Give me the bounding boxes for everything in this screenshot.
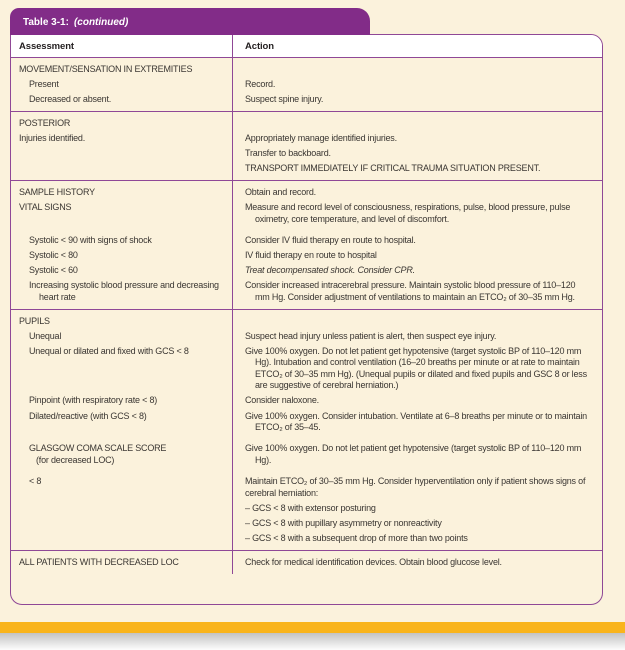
assessment-cell: GLASGOW COMA SCALE SCORE (for decreased LOC): [11, 435, 233, 468]
assessment-cell: [11, 516, 233, 531]
assessment-cell: Increasing systolic blood pressure and decreasing heart rate: [11, 278, 233, 309]
gold-divider-bar: [0, 622, 625, 633]
table-section: [11, 180, 602, 309]
action-cell: [233, 112, 602, 131]
action-cell: Treat decompensated shock. Consider CPR.: [245, 265, 415, 276]
action-cell: IV fluid therapy en route to hospital: [245, 249, 377, 260]
table-body: [11, 58, 602, 574]
table-section: [11, 111, 602, 180]
assessment-cell: [11, 531, 233, 550]
table-header-row: [11, 35, 602, 58]
assessment-cell: [11, 146, 233, 161]
action-cell: Check for medical identification devices. Obtain blood glucose level.: [245, 556, 502, 567]
assessment-cell: Pinpoint (with respiratory rate < 8): [11, 394, 233, 409]
assessment-cell: [11, 501, 233, 516]
action-cell: – GCS < 8 with a subsequent drop of more than two points: [245, 532, 468, 543]
table-title-suffix: (continued): [73, 17, 129, 28]
table-section: [11, 309, 602, 550]
action-cell: Consider increased intracerebral pressure. Maintain systolic blood pressure of 110–120 mm Hg. Consider adjustment of ventilations to maintain an ETCO₂ of 30–35 mm Hg.: [245, 280, 576, 302]
action-cell: – GCS < 8 with extensor posturing: [245, 502, 376, 513]
action-cell: Consider naloxone.: [245, 395, 319, 406]
assessment-cell: < 8: [11, 468, 233, 501]
table-section: [11, 58, 602, 111]
assessment-cell: ALL PATIENTS WITH DECREASED LOC: [11, 551, 233, 574]
action-cell: – GCS < 8 with pupillary asymmetry or nonreactivity: [245, 517, 442, 528]
table-title-prefix: Table 3-1:: [23, 17, 69, 28]
action-cell: [233, 310, 602, 329]
assessment-cell: Injuries identified.: [11, 131, 233, 146]
assessment-cell: Present: [11, 77, 233, 92]
assessment-cell: VITAL SIGNS: [11, 200, 233, 227]
action-cell: Give 100% oxygen. Do not let patient get hypotensive (target systolic BP of 110–120 mm Hg). Intubation and control ventilation (16–20 breaths per minute or at rate to maintain ETCO₂ of 30–35 mm Hg). (Unequal pupils or dilated and fixed pupils and GSC 8 or less are suggestive of cerebral herniation.): [245, 345, 587, 391]
page-bottom-shadow: [0, 633, 625, 650]
assessment-cell: Systolic < 80: [11, 248, 233, 263]
column-header-action: Action: [245, 41, 274, 52]
assessment-cell: Unequal: [11, 329, 233, 344]
action-cell: Suspect head injury unless patient is alert, then suspect eye injury.: [245, 330, 497, 341]
assessment-cell: SAMPLE HISTORY: [11, 181, 233, 200]
assessment-cell: POSTERIOR: [11, 112, 233, 131]
action-cell: Suspect spine injury.: [245, 93, 324, 104]
table-title-tab: [10, 8, 370, 35]
assessment-cell: Systolic < 90 with signs of shock: [11, 227, 233, 248]
table-section: [11, 550, 602, 574]
assessment-cell: Dilated/reactive (with GCS < 8): [11, 409, 233, 436]
action-cell: Obtain and record.: [245, 186, 316, 197]
action-cell: Consider IV fluid therapy en route to hospital.: [245, 234, 416, 245]
action-cell: Maintain ETCO₂ of 30–35 mm Hg. Consider hyperventilation only if patient shows signs of cerebral herniation:: [245, 476, 586, 498]
action-cell: Give 100% oxygen. Do not let patient get hypotensive (target systolic BP of 110–120 mm Hg).: [245, 443, 582, 465]
assessment-cell: Decreased or absent.: [11, 92, 233, 111]
action-cell: Appropriately manage identified injuries.: [245, 132, 397, 143]
action-cell: Record.: [245, 78, 276, 89]
assessment-cell: PUPILS: [11, 310, 233, 329]
column-header-assessment: Assessment: [11, 35, 233, 57]
action-cell: TRANSPORT IMMEDIATELY IF CRITICAL TRAUMA SITUATION PRESENT.: [245, 162, 541, 173]
action-cell: Give 100% oxygen. Consider intubation. Ventilate at 6–8 breaths per minute or to maintain ETCO₂ of 35–45.: [245, 410, 587, 433]
action-cell: Measure and record level of consciousness, respirations, pulse, blood pressure, pulse oximetry, core temperature, and level of discomfort.: [245, 202, 571, 224]
assessment-action-table: [10, 34, 603, 605]
action-cell: Transfer to backboard.: [245, 147, 331, 158]
assessment-cell: Unequal or dilated and fixed with GCS < 8: [11, 344, 233, 394]
assessment-cell: [11, 161, 233, 180]
action-cell: [233, 58, 602, 77]
assessment-cell: Systolic < 60: [11, 263, 233, 278]
assessment-cell: MOVEMENT/SENSATION IN EXTREMITIES: [11, 58, 233, 77]
